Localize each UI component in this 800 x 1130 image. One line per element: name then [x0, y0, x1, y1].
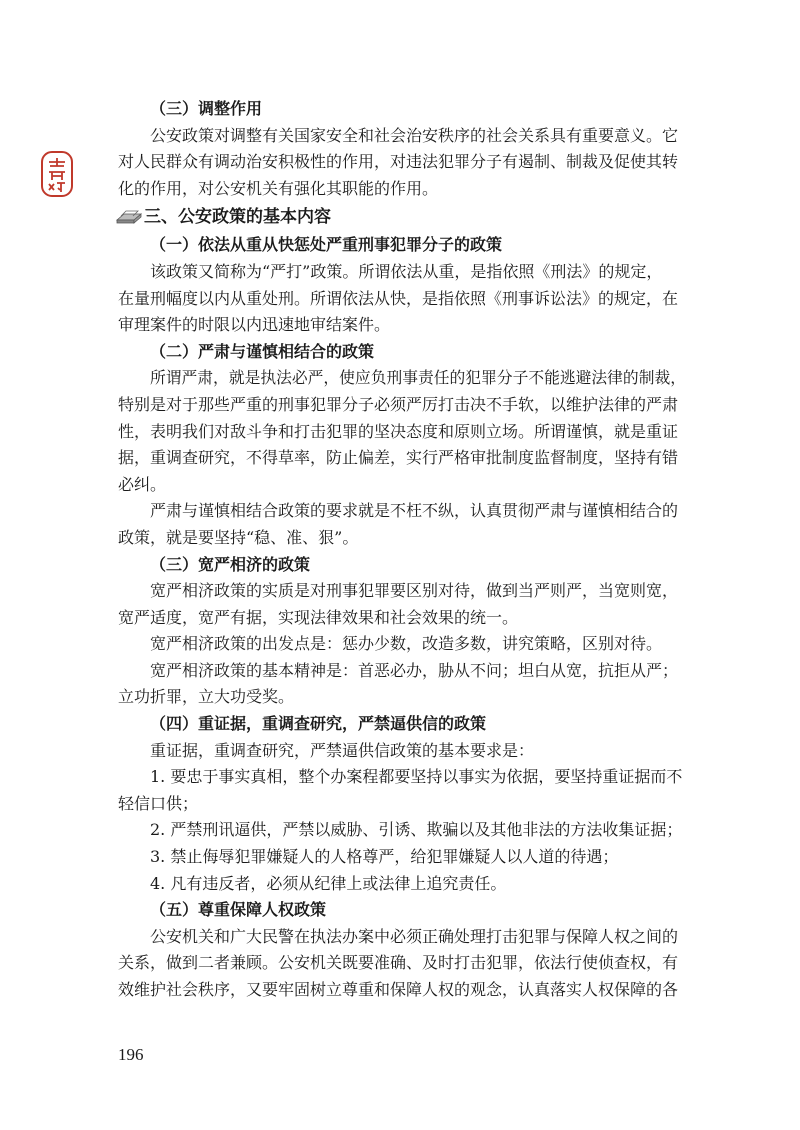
section-heading-evidence: （四）重证据，重调查研究，严禁逼供信的政策: [150, 714, 487, 734]
paragraph-line: 立功折罪，立大功受奖。: [118, 687, 295, 707]
chapter-heading-text: 三、公安政策的基本内容: [144, 207, 331, 228]
book-stack-icon: [116, 208, 142, 224]
paragraph-line: 关系，做到二者兼顾。公安机关既要准确、及时打击犯罪，依法行使侦查权，有: [118, 953, 679, 973]
list-item-2: 2. 严禁刑讯逼供，严禁以威胁、引诱、欺骗以及其他非法的方法收集证据；: [150, 820, 683, 840]
page-number: 196: [118, 1045, 144, 1064]
paragraph-line: 必纠。: [118, 474, 167, 494]
paragraph-line: 宽严相济政策的实质是对刑事犯罪要区别对待，做到当严则严，当宽则宽，: [150, 581, 679, 601]
paragraph-line: 宽严相济政策的基本精神是：首恶必办，胁从不问；坦白从宽，抗拒从严；: [150, 660, 679, 680]
list-item-1: 1. 要忠于事实真相，整个办案程都要坚持以事实为依据，要坚持重证据而不: [150, 767, 683, 787]
paragraph-line: 公安机关和广大民警在执法办案中必须正确处理打击犯罪与保障人权之间的: [150, 926, 679, 946]
paragraph-line: 特别是对于那些严重的刑事犯罪分子必须严厉打击决不手软，以维护法律的严肃: [118, 394, 679, 414]
section-heading-human-rights: （五）尊重保障人权政策: [150, 900, 327, 920]
section-heading-leniency-severity: （三）宽严相济的政策: [150, 554, 311, 574]
paragraph-line: 审理案件的时限以内迅速地审结案件。: [118, 315, 391, 335]
paragraph-line: 公安政策对调整有关国家安全和社会治安秩序的社会关系具有重要意义。它: [150, 125, 679, 145]
paragraph-line: 性，表明我们对敌斗争和打击犯罪的坚决态度和原则立场。所谓谨慎，就是重证: [118, 421, 679, 441]
paragraph-line: 在量刑幅度以内从重处刑。所谓依法从快，是指依照《刑事诉讼法》的规定，在: [118, 288, 679, 308]
shanghai-seal-logo: [40, 150, 74, 198]
paragraph-line: 宽严相济政策的出发点是：惩办少数，改造多数，讲究策略，区别对待。: [150, 634, 663, 654]
paragraph-line: 所谓严肃，就是执法必严，使应负刑事责任的犯罪分子不能逃避法律的制裁，: [150, 368, 686, 388]
main-content: [118, 96, 686, 1004]
paragraph-line: 重证据，重调查研究，严禁逼供信政策的基本要求是：: [150, 740, 535, 760]
section-heading-adjustment-role: （三）调整作用: [150, 99, 263, 118]
paragraph-line: 对人民群众有调动治安积极性的作用，对违法犯罪分子有遏制、制裁及促使其转: [118, 152, 679, 172]
paragraph-line: 化的作用，对公安机关有强化其职能的作用。: [118, 178, 439, 198]
section-heading-strict-prudent: （二）严肃与谨慎相结合的政策: [150, 341, 375, 361]
paragraph-line: 严肃与谨慎相结合政策的要求就是不枉不纵，认真贯彻严肃与谨慎相结合的: [150, 501, 679, 521]
paragraph-line: 宽严适度，宽严有据，实现法律效果和社会效果的统一。: [118, 607, 519, 627]
paragraph-line: 该政策又简称为“严打”政策。所谓依法从重，是指依照《刑法》的规定，: [150, 261, 663, 281]
list-item-3: 3. 禁止侮辱犯罪嫌疑人的人格尊严，给犯罪嫌疑人以人道的待遇；: [150, 847, 619, 867]
paragraph-line: 据，重调查研究，不得草率，防止偏差，实行严格审批制度监督制度，坚持有错: [118, 448, 679, 468]
chapter-heading-basic-content: [116, 202, 686, 232]
section-heading-strike-hard: （一）依法从重从快惩处严重刑事犯罪分子的政策: [150, 235, 503, 255]
list-item-4: 4. 凡有违反者，必须从纪律上或法律上追究责任。: [150, 873, 507, 893]
paragraph-line: 轻信口供；: [118, 793, 199, 813]
paragraph-line: 效维护社会秩序，又要牢固树立尊重和保障人权的观念，认真落实人权保障的各: [118, 980, 679, 999]
paragraph-line: 政策，就是要坚持“稳、准、狠”。: [118, 527, 359, 547]
